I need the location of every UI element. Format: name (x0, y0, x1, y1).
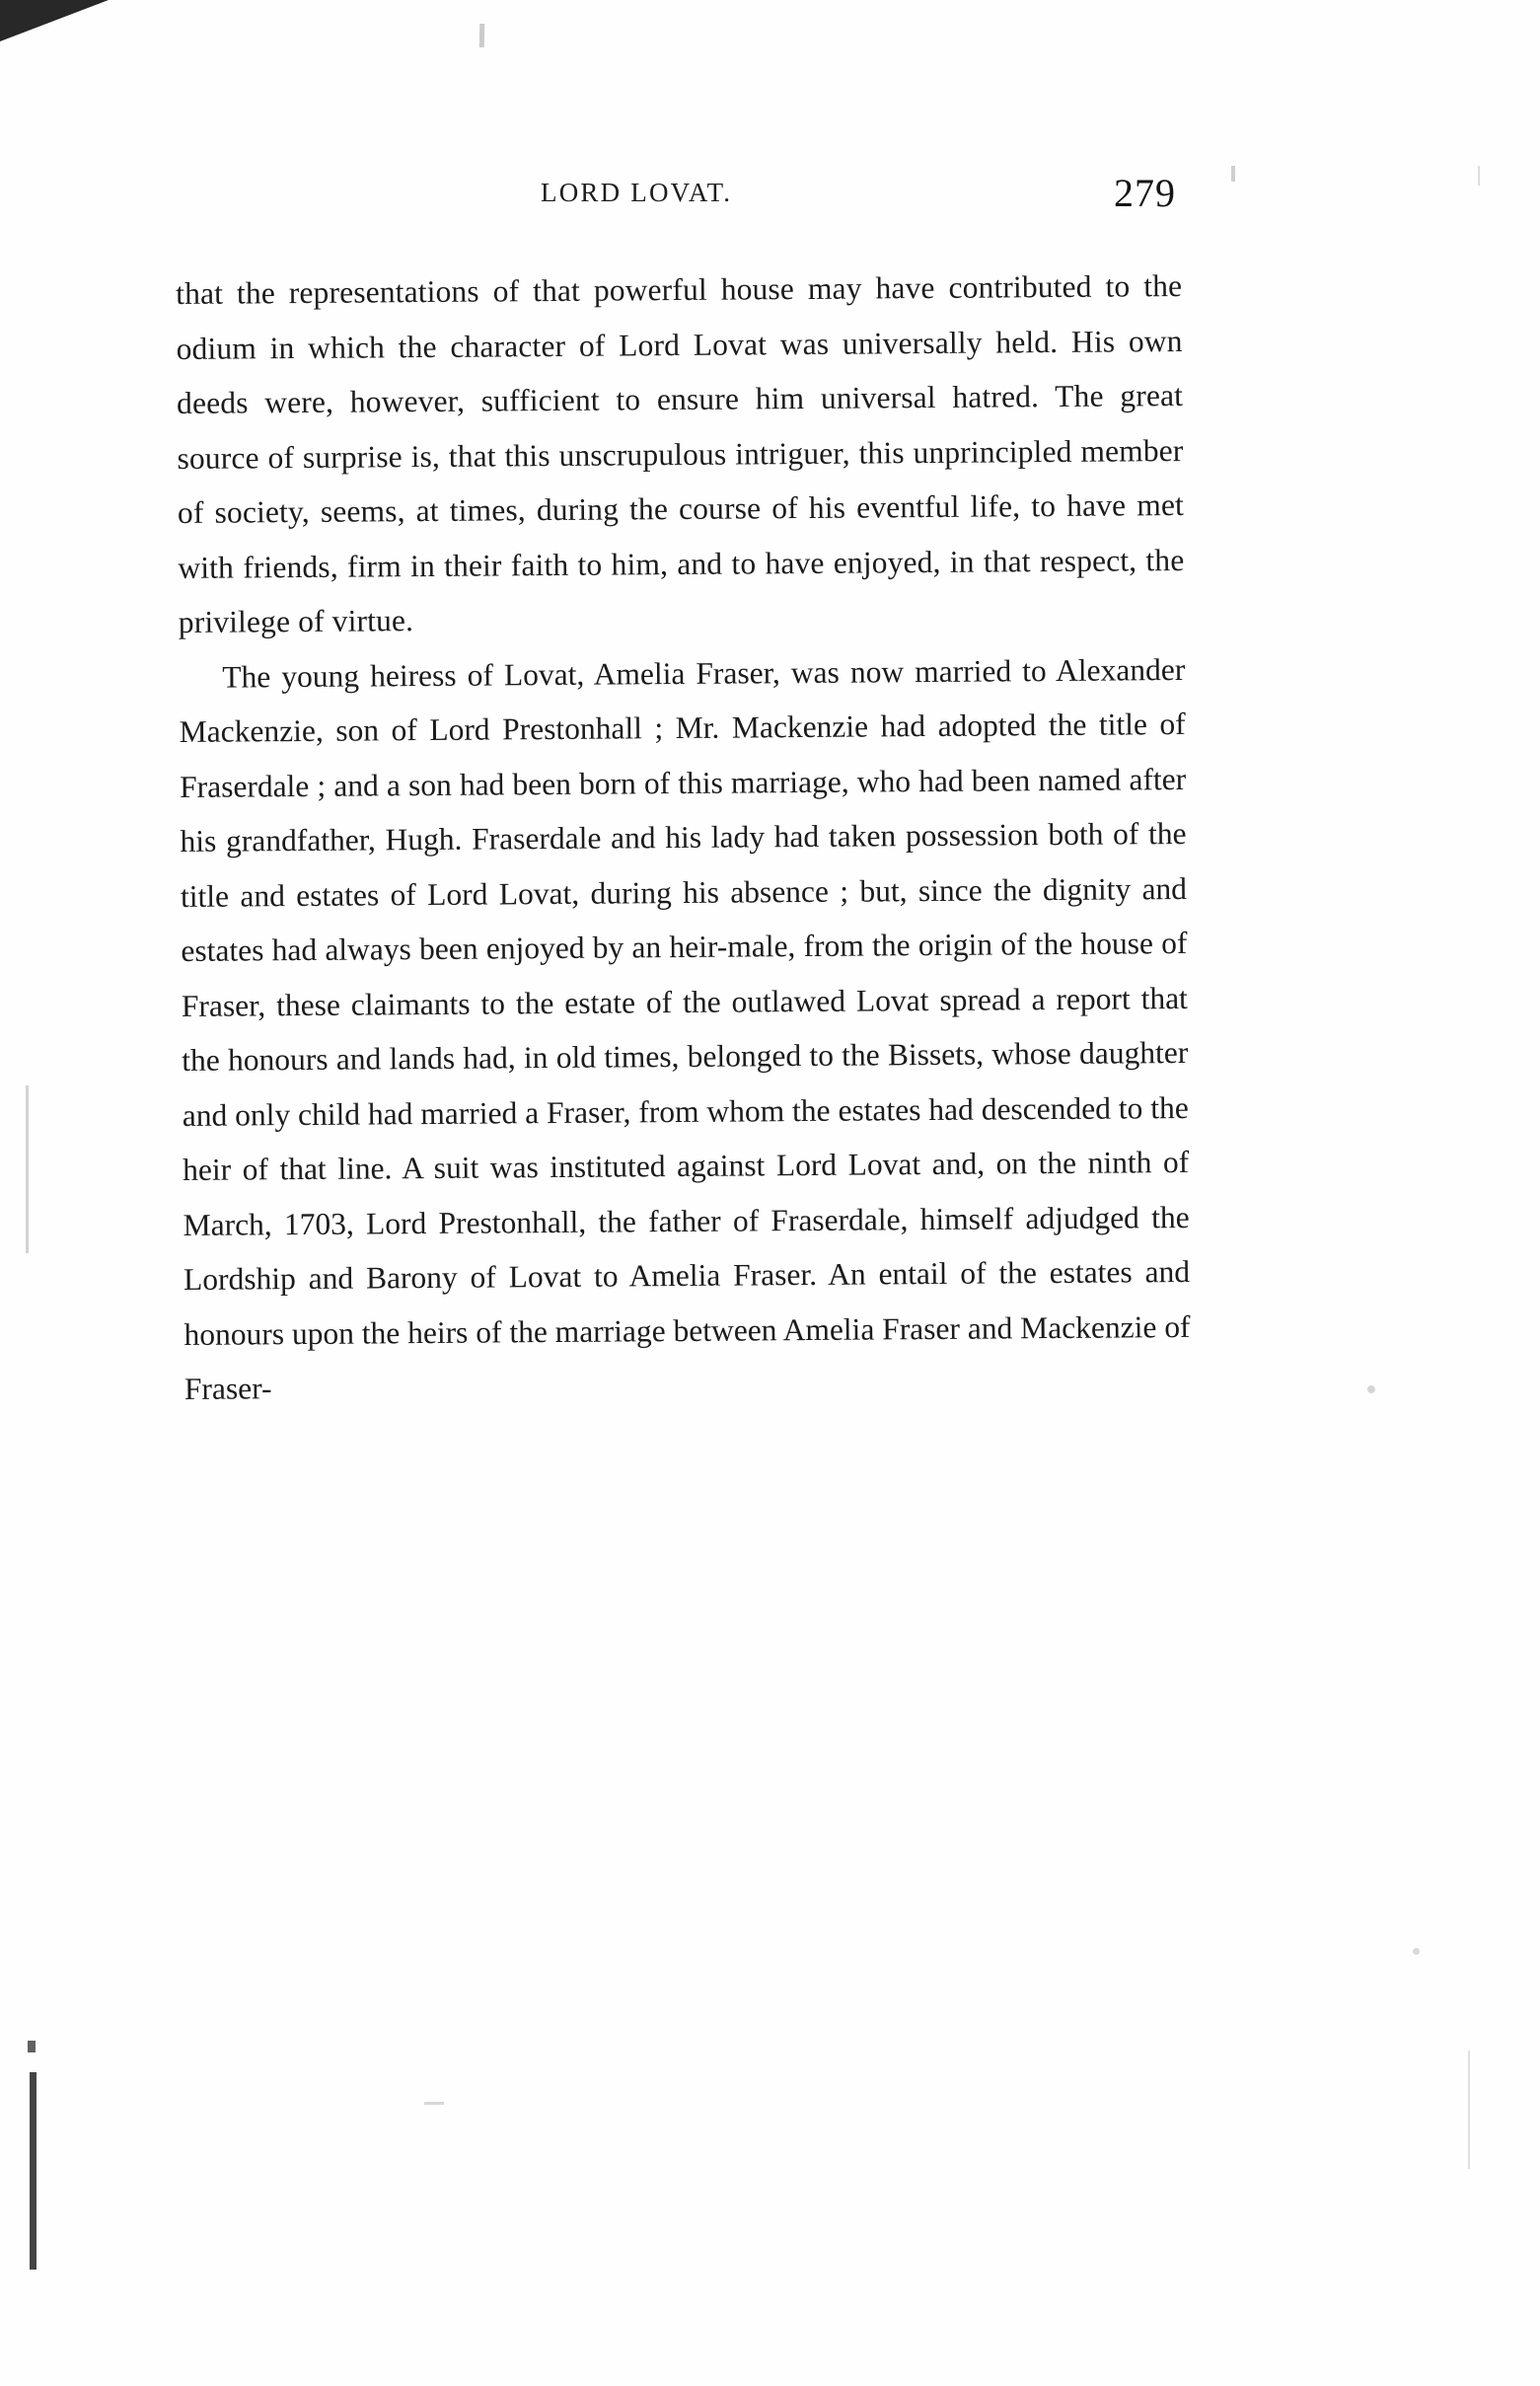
scan-speck-top-icon (479, 24, 484, 47)
page-content (176, 171, 1191, 1417)
page-number: 279 (1114, 171, 1176, 215)
scan-hairline-right-upper-icon (1478, 166, 1480, 186)
scan-corner-artifact-icon (0, 0, 109, 41)
scan-hairline-right-icon (1468, 2050, 1470, 2169)
scan-edge-dot-left-icon (28, 2041, 36, 2052)
running-head (176, 171, 1182, 229)
paragraph: that the representations of that powerful house may have contributed to the odium in which the character of Lord Lovat was universally held. His own deeds were, however, sufficient to ensure him universal hatred. The great source of surprise is, that this unscrupulous intriguer, this unprincipled member of society, seems, at times, during the course of his eventful life, to have met with friends, firm in their faith to him, and to have enjoyed, in that respect, the privilege of virtue. (176, 267, 1185, 639)
body-text (176, 259, 1191, 1416)
paragraph: The young heiress of Lovat, Amelia Fraser, was now married to Alexander Mackenzie, son of Lord Prestonhall ; Mr. Mackenzie had adopted the title of Fraserdale ; and a son had been born of this marriage, who had been named after his grandfather, Hugh. Fraserdale and his lady had taken possession both of the title and estates of Lord Lovat, during his absence ; but, since the dignity and estates had always been enjoyed by an heir-male, from the origin of the house of Fraser, these claimants to the estate of the outlawed Lovat spread a report that the honours and lands had, in old times, belonged to the Bissets, whose daughter and only child had married a Fraser, from whom the estates had descended to the heir of that line. A suit was instituted against Lord Lovat and, on the ninth of March, 1703, Lord Prestonhall, the father of Fraserdale, himself adjudged the Lordship and Barony of Lovat to Amelia Fraser. An entail of the estates and honours upon the heirs of the marriage between Amelia Fraser and Mackenzie of Fraser- (179, 651, 1191, 1406)
scan-dot-right-icon (1367, 1385, 1375, 1393)
page-title: LORD LOVAT. (541, 178, 733, 207)
scan-edge-mark-left-icon (26, 1085, 29, 1253)
scan-dot-right-lower-icon (1413, 1948, 1420, 1955)
scan-binding-mark-icon (30, 2072, 37, 2270)
scan-speck-right-icon (1231, 166, 1235, 182)
scan-speck-bottom-icon (424, 2102, 444, 2105)
